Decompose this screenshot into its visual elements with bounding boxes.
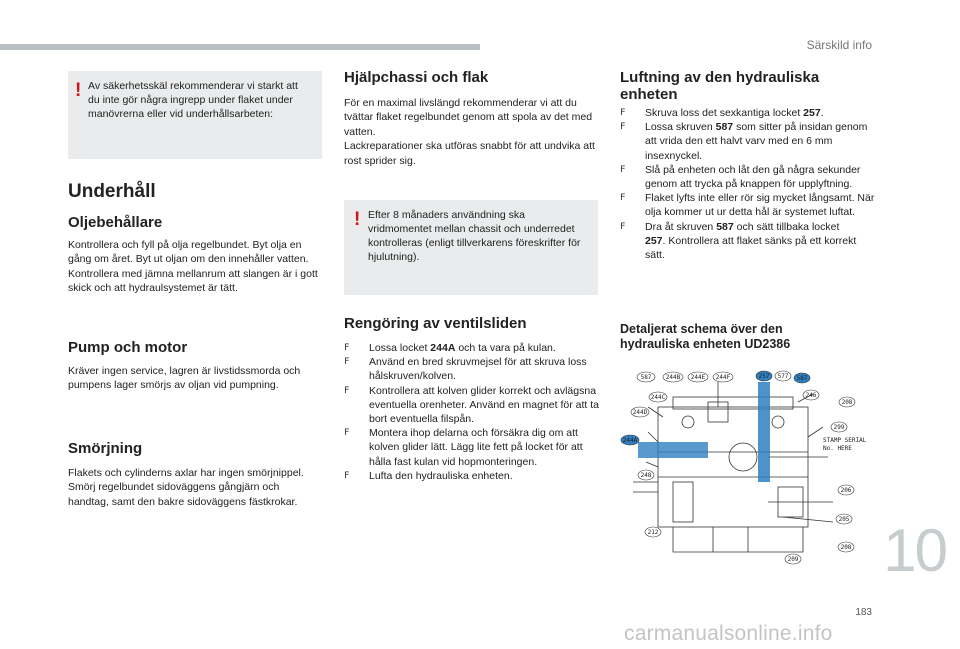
list-item: F Flaket lyfts inte eller rör sig mycket långsamt. När olja kommer ut ur detta hål är systemet luftat. [620,192,875,219]
list-item: F Lufta den hydrauliska enheten. [344,469,513,482]
chapter-number: 10 [883,517,946,584]
section-heading: Rengöring av ventilsliden [344,315,527,332]
section-heading: Luftning av den hydrauliska enheten [620,69,820,103]
step-marker: F [344,385,350,396]
diagram-label: 244B [665,374,681,381]
step-marker: F [344,357,350,368]
step-list [344,341,600,483]
list-item: F Lossa locket 244A och ta vara på kulan. [344,342,556,354]
list-item: F Skruva loss det sexkantiga locket 257. [620,107,824,119]
diagram-label: 205 [838,516,850,523]
section-heading: Pump och motor [68,339,188,356]
section-text: Flakets och cylinderns axlar har ingen smörjnippel. Smörj regelbundet sidoväggens gångjärn och handtag, samt den bakre sidoväggens fästkrokar. [68,467,304,508]
list-item: F Använd en bred skruvmejsel för att skruva loss hålskruven/kolven. [344,356,587,383]
list-item: F Lossa skruven 587 som sitter på insidan genom att vrida den ett halvt varv med en 6 mm insexnyckel. [620,121,868,162]
warning-box [68,71,322,159]
diagram-label: 206 [840,487,852,494]
warning-icon: ! [75,80,82,101]
step-marker: F [344,428,350,439]
warning-icon: ! [354,209,361,230]
watermark: carmanualsonline.info [624,622,833,645]
warning-box [344,200,598,295]
list-item: F Slå på enheten och låt den gå några sekunder genom att trycka på knappen för upplyftning. [620,163,861,191]
step-marker: F [620,193,626,204]
list-item: F Montera ihop delarna och försäkra dig om att kolven glider lätt. Lägg lite fett på locket för att hålla fast kulan vid hopmonteringen. [344,427,583,468]
list-item: F Kontrollera att kolven glider korrekt och avlägsna eventuella orenheter. Använd en magnet för att ta bort eventuella filspån. [344,384,599,426]
section-text: Kräver ingen service, lagren är livstidssmorda och pumpens lager smörjs av oljan vid pumpning. [68,365,301,392]
diagram-label: 244A [622,437,638,444]
step-marker: F [620,108,626,118]
step-marker: F [620,122,626,133]
list-item: F Dra åt skruven 587 och sätt tillbaka locket 257. Kontrollera att flaket sänks på ett korrekt sätt. [620,220,857,262]
diagram-label: 587 [796,375,808,382]
section-text: Kontrollera och fyll på olja regelbundet. Byt olja en gång om året. Byt ut oljan om den innehåller vatten. Kontrollera med jämna mellanrum att slangen är i gott skick och att hydraulsystemet är tätt. [68,239,318,295]
diagram-label: 577 [777,373,789,380]
step-marker: F [620,164,626,175]
diagram-label: 244F [715,374,731,381]
stamp-text: STAMP SERIAL [823,437,867,444]
diagram-label: 212 [647,529,659,536]
warning-text: Av säkerhetsskäl rekommenderar vi starkt att du inte gör några ingrepp under flaket under manövrerna eller vid underhållsarbeten: [88,80,298,120]
section-text: För en maximal livslängd rekommenderar vi att du tvättar flaket regelbundet genom att spola av det med vatten. Lackreparationer ska utföras snabbt för att undvika att rost sprider sig. [344,97,595,167]
diagram-label: 208 [840,544,852,551]
diagram-label: 299 [833,424,845,431]
diagram-label: 244C [650,394,666,401]
section-label: Särskild info [806,38,872,52]
section-heading: Smörjning [68,440,143,457]
page-number: 183 [855,607,872,618]
page-title: Underhåll [68,181,156,202]
hydraulic-unit-diagram [618,362,868,574]
diagram-label: 587 [640,374,652,381]
step-marker: F [344,343,350,353]
diagram-label: 209 [787,556,799,563]
step-marker: F [344,470,350,481]
step-marker: F [620,221,626,232]
header-bar [0,44,480,50]
stamp-text: No. HERE [823,445,852,452]
section-heading: Oljebehållare [68,214,163,231]
diagram-label: 244D [632,409,648,416]
warning-text: Efter 8 månaders användning ska vridmomentet mellan chassit och underredet kontrolleras (enligt tillverkarens föreskrifter för hjulutning). [368,209,581,263]
step-list [620,106,876,262]
diagram-label: 248 [640,472,652,479]
section-heading: Hjälpchassi och flak [344,69,489,86]
diagram-label: 208 [841,399,853,406]
diagram-label: 257 [758,373,770,380]
diagram-label: 246 [805,392,817,399]
diagram-label: 244E [690,374,706,381]
diagram-heading: Detaljerat schema över den hydrauliska enheten UD2386 [620,322,791,351]
